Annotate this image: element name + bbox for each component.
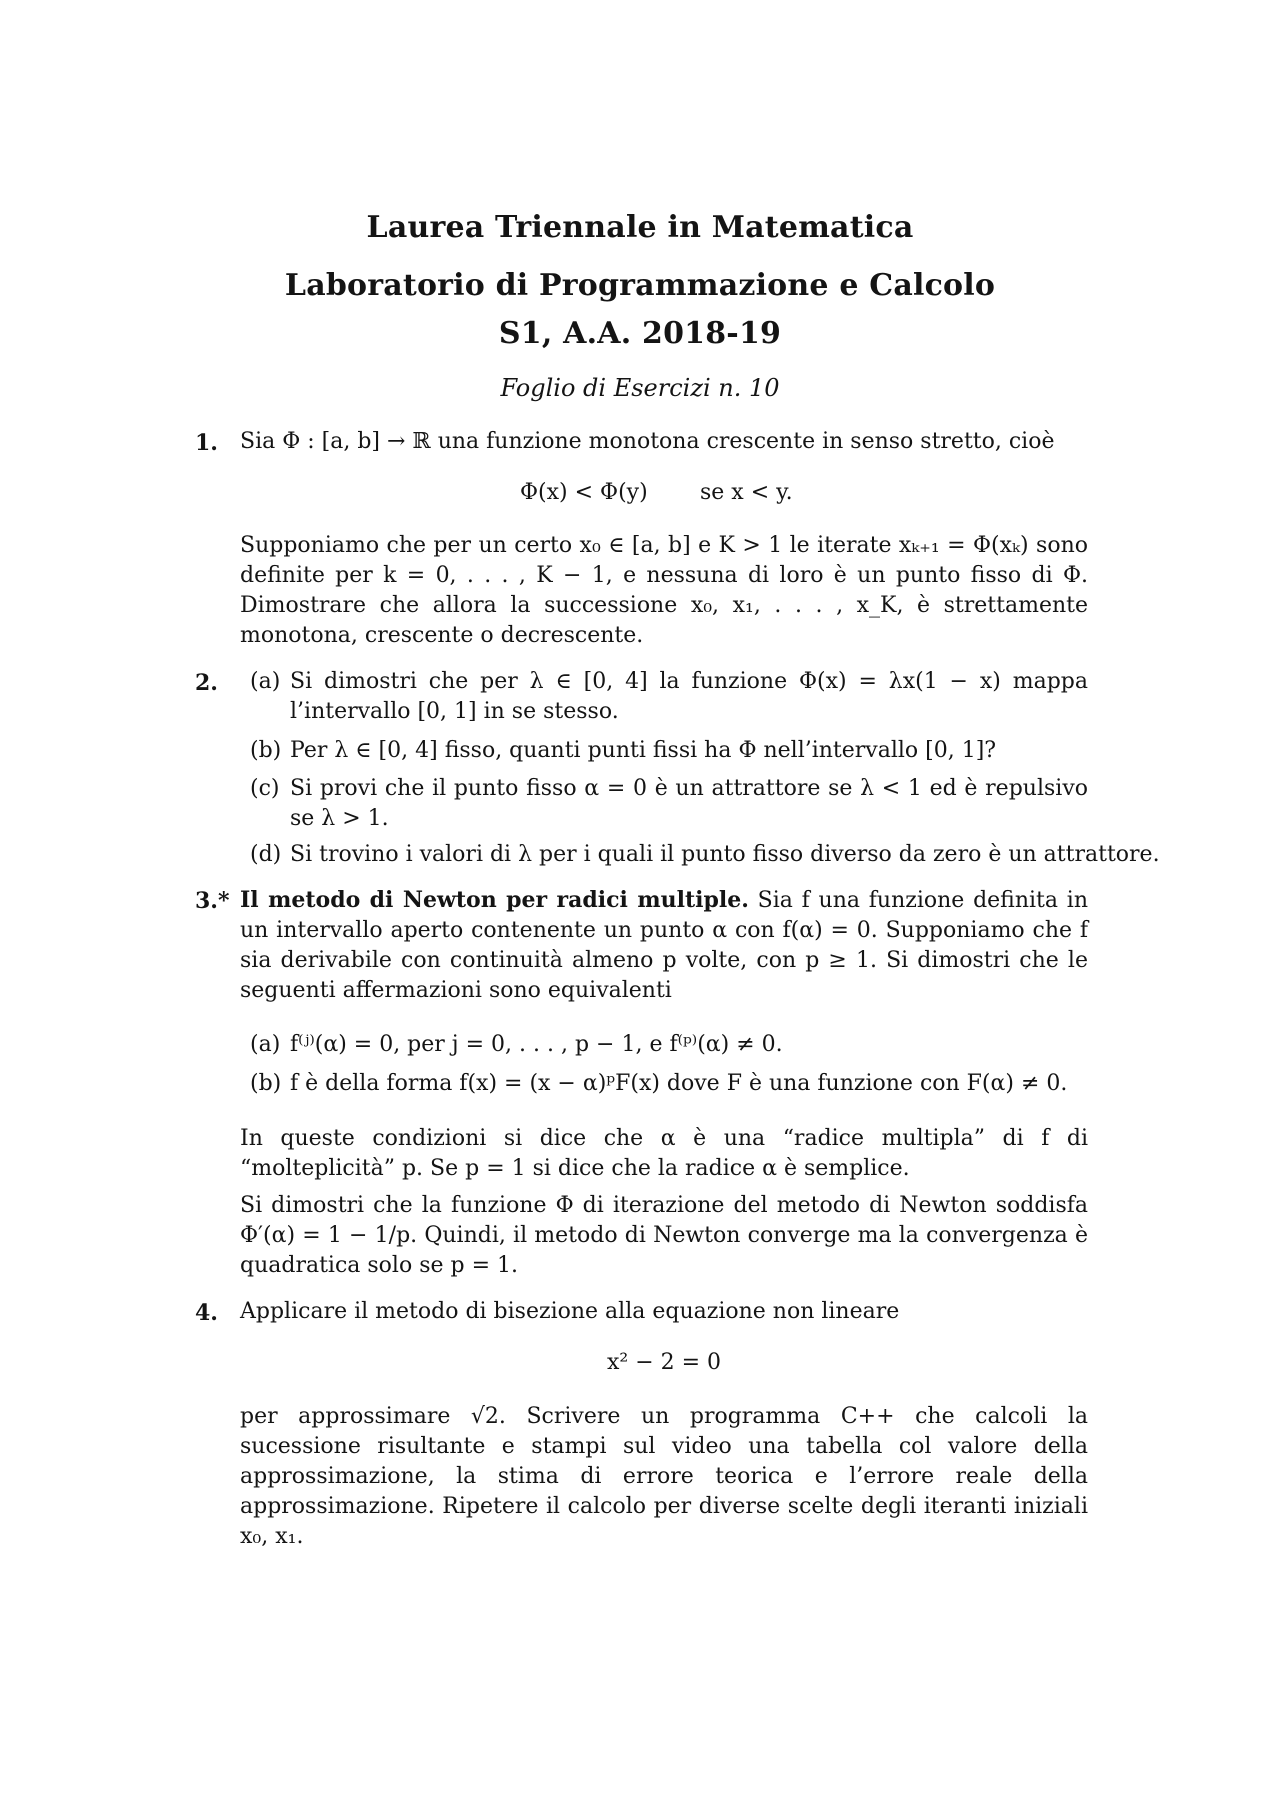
degree-title: Laurea Triennale in Matematica [366, 210, 914, 245]
exercise-3-intro: Sia f una funzione definita in un intervallo aperto contenente un punto α con f(α) = 0. Supponiamo che f sia derivabile con continuità almeno p volte, con p ≥ 1. Si dimostri che le seguenti affermazioni sono equivalenti [240, 888, 1088, 1003]
exercise-1-formula-right: se x < y. [700, 480, 793, 505]
exercise-1-intro: Sia Φ : [a, b] → ℝ una funzione monotona crescente in senso stretto, cioè [240, 429, 1055, 454]
exercise-3-task: Si dimostri che la funzione Φ di iterazione del metodo di Newton soddisfa Φ′(α) = 1 − 1/p. Quindi, il metodo di Newton converge ma la convergenza è quadratica solo se p = 1. [240, 1193, 1088, 1278]
exercise-2-item-text: Si trovino i valori di λ per i quali il punto fisso diverso da zero è un attrattore. [290, 842, 1160, 867]
exercise-3-number: 3.* [195, 888, 230, 914]
sheet-subtitle: Foglio di Esercizi n. 10 [500, 374, 780, 402]
exercise-2-item-text: Per λ ∈ [0, 4] fisso, quanti punti fissi ha Φ nell’intervallo [0, 1]? [290, 738, 997, 763]
exercise-2-number: 2. [195, 670, 218, 696]
exercise-4-intro: Applicare il metodo di bisezione alla equazione non lineare [240, 1299, 900, 1324]
exercise-3-item-label: (b) [250, 1071, 282, 1096]
exercise-1-number: 1. [195, 430, 218, 456]
exercise-2-item-label: (d) [250, 842, 282, 867]
exercise-1-body: Supponiamo che per un certo x₀ ∈ [a, b] e K > 1 le iterate xₖ₊₁ = Φ(xₖ) sono definite per k = 0, . . . , K − 1, e nessuna di loro è un punto fisso di Φ. Dimostrare che allora la successione x₀, x₁, . . . , x_K, è strettamente monotona, crescente o decrescente. [240, 533, 1088, 648]
exercise-3-item-text: f⁽ʲ⁾(α) = 0, per j = 0, . . . , p − 1, e f⁽ᵖ⁾(α) ≠ 0. [290, 1032, 783, 1057]
exercise-3-item-label: (a) [250, 1032, 281, 1057]
exercise-2-item-text: Si dimostri che per λ ∈ [0, 4] la funzione Φ(x) = λx(1 − x) mappa l’intervallo [0, 1] in se stesso. [290, 669, 1088, 724]
exercise-1-formula-left: Φ(x) < Φ(y) [520, 480, 648, 505]
exercise-4-body: per approssimare √2. Scrivere un programma C++ che calcoli la sucessione risultante e stampi sul video una tabella col valore della approssimazione, la stima di errore teorica e l’errore reale della approssimazione. Ripetere il calcolo per diverse scelte degli iteranti iniziali x₀, x₁. [240, 1404, 1088, 1549]
exercise-2-item-label: (a) [250, 669, 281, 694]
exercise-3-intro-block [240, 885, 1088, 1006]
exercise-2-item-label: (c) [250, 776, 280, 801]
exercise-2-item-label: (b) [250, 738, 282, 763]
semester-title: S1, A.A. 2018-19 [498, 316, 782, 351]
exercise-3-definition: In queste condizioni si dice che α è una “radice multipla” di f di “molteplicità” p. Se p = 1 si dice che la radice α è semplice. [240, 1126, 1088, 1181]
exercise-4-formula: x² − 2 = 0 [606, 1350, 722, 1375]
exercise-3-heading: Il metodo di Newton per radici multiple. [240, 887, 749, 913]
exercise-3-item-text: f è della forma f(x) = (x − α)ᵖF(x) dove F è una funzione con F(α) ≠ 0. [290, 1071, 1068, 1096]
exercise-4-number: 4. [195, 1300, 218, 1326]
course-title: Laboratorio di Programmazione e Calcolo [284, 268, 996, 303]
exercise-2-item-text: Si provi che il punto fisso α = 0 è un attrattore se λ < 1 ed è repulsivo se λ > 1. [290, 776, 1088, 831]
